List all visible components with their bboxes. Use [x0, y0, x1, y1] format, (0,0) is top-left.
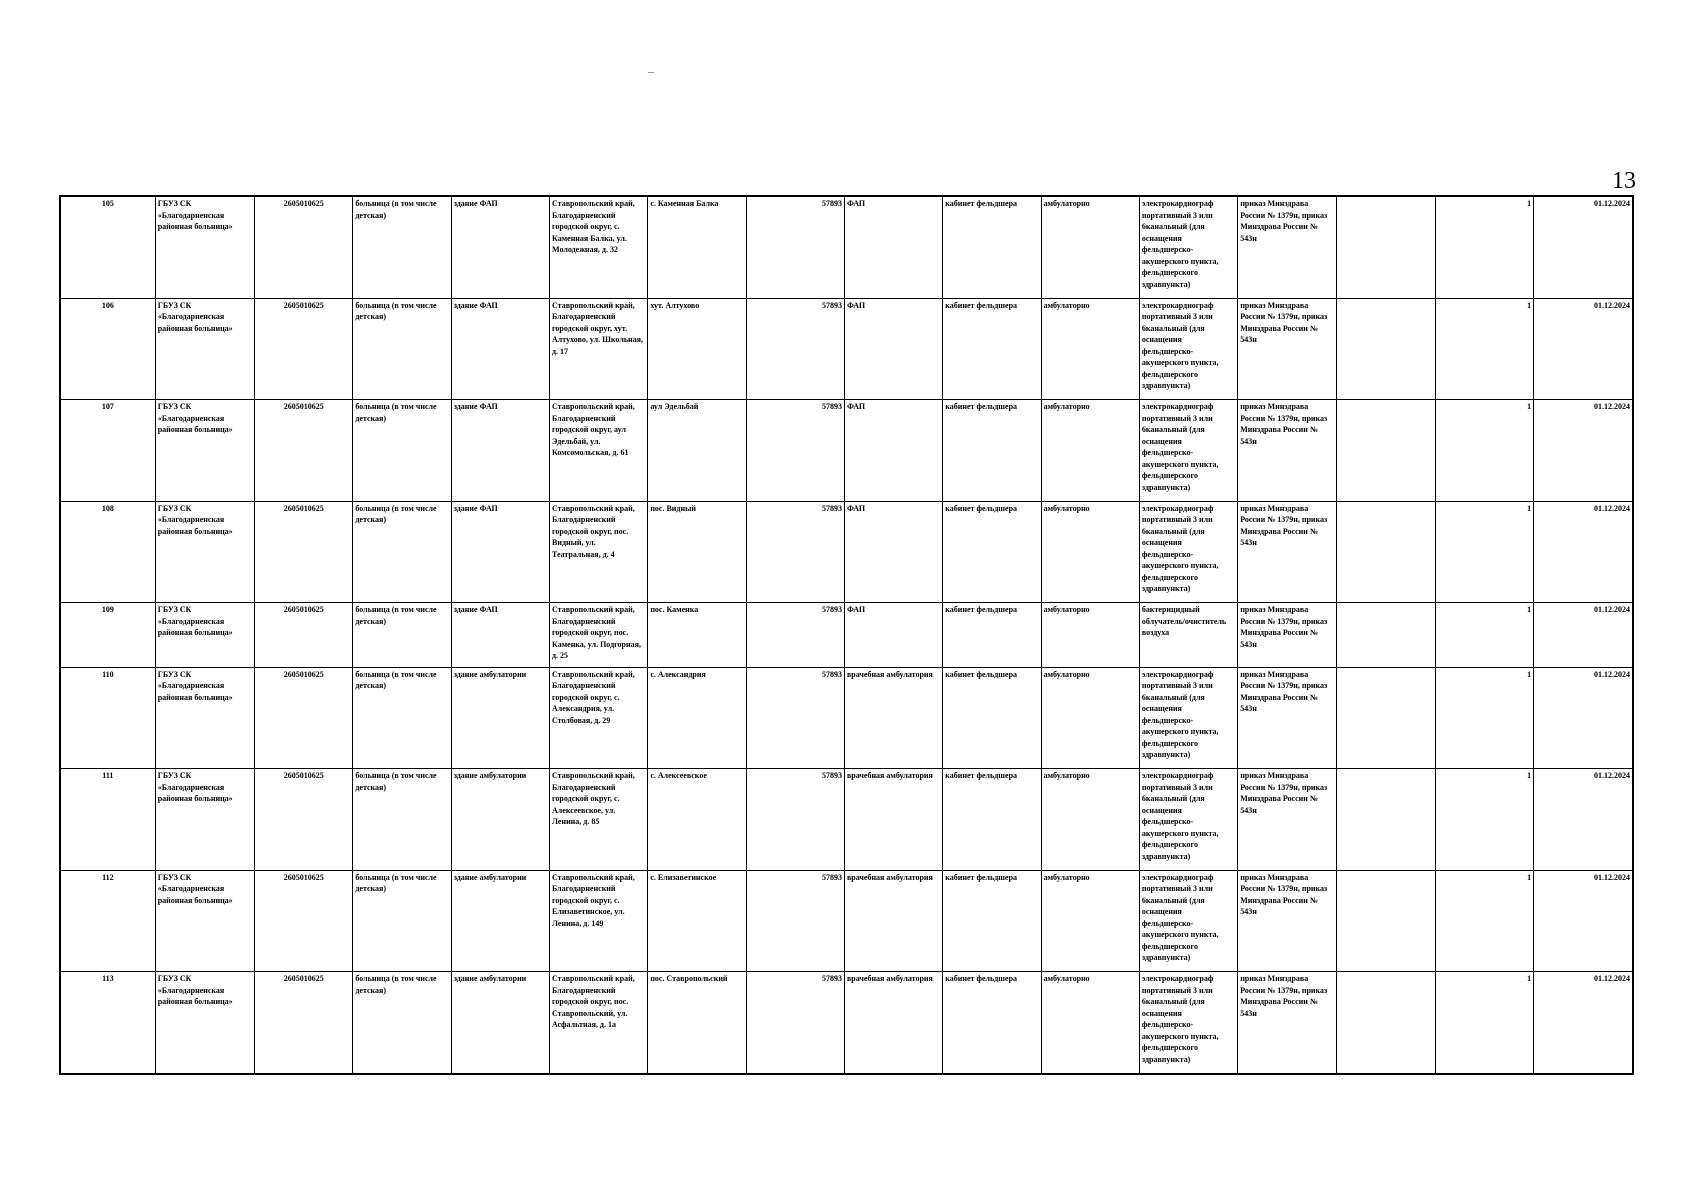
unit-cell: врачебная амбулатория — [844, 870, 942, 972]
settlement-cell: пос. Ставропольский — [648, 972, 746, 1074]
address-cell: Ставропольский край, Благодарненский городской округ, хут. Алтухово, ул. Школьная, д. 17 — [550, 298, 648, 400]
order-cell: приказ Минздрава России № 1379н, приказ Минздрава России № 543н — [1238, 298, 1336, 400]
organization-cell: ГБУЗ СК «Благодарненская районная больница» — [155, 196, 254, 298]
order-cell: приказ Минздрава России № 1379н, приказ Минздрава России № 543н — [1238, 769, 1336, 871]
address-cell: Ставропольский край, Благодарненский городской округ, пос. Видный, ул. Театральная, д. 4 — [550, 501, 648, 603]
organization-cell: ГБУЗ СК «Благодарненская районная больница» — [155, 769, 254, 871]
room-cell: кабинет фельдшера — [943, 870, 1041, 972]
oktmo-cell: 57893 — [746, 972, 844, 1074]
inn-cell: 2605010625 — [255, 400, 353, 502]
address-cell: Ставропольский край, Благодарненский городской округ, с. Алексеевское, ул. Ленина, д. 85 — [550, 769, 648, 871]
facility-type-cell: больница (в том числе детская) — [353, 298, 451, 400]
care-mode-cell: амбулаторно — [1041, 972, 1139, 1074]
date-cell: 01.12.2024 — [1534, 196, 1633, 298]
oktmo-cell: 57893 — [746, 769, 844, 871]
settlement-cell: аул Эдельбай — [648, 400, 746, 502]
order-cell: приказ Минздрава России № 1379н, приказ Минздрава России № 543н — [1238, 501, 1336, 603]
row-number: 113 — [60, 972, 155, 1074]
date-cell: 01.12.2024 — [1534, 972, 1633, 1074]
care-mode-cell: амбулаторно — [1041, 501, 1139, 603]
quantity-cell: 1 — [1435, 972, 1533, 1074]
order-cell: приказ Минздрава России № 1379н, приказ Минздрава России № 543н — [1238, 603, 1336, 668]
order-cell: приказ Минздрава России № 1379н, приказ Минздрава России № 543н — [1238, 196, 1336, 298]
table-row — [60, 196, 1633, 298]
equipment-table — [59, 195, 1634, 1075]
facility-type-cell: больница (в том числе детская) — [353, 972, 451, 1074]
address-cell: Ставропольский край, Благодарненский городской округ, пос. Ставропольский, ул. Асфальтная, д. 1а — [550, 972, 648, 1074]
building-cell: здание ФАП — [451, 400, 549, 502]
row-number: 112 — [60, 870, 155, 972]
order-cell: приказ Минздрава России № 1379н, приказ Минздрава России № 543н — [1238, 400, 1336, 502]
table-row — [60, 501, 1633, 603]
room-cell: кабинет фельдшера — [943, 769, 1041, 871]
blank-cell — [1336, 667, 1435, 769]
organization-cell: ГБУЗ СК «Благодарненская районная больница» — [155, 603, 254, 668]
page-number: 13 — [1612, 168, 1636, 194]
care-mode-cell: амбулаторно — [1041, 298, 1139, 400]
equipment-cell: электрокардиограф портативный 3 или 6канальный (для оснащения фельдшерско-акушерского пункта, фельдшерского здравпункта) — [1139, 769, 1237, 871]
table-row — [60, 667, 1633, 769]
facility-type-cell: больница (в том числе детская) — [353, 400, 451, 502]
oktmo-cell: 57893 — [746, 298, 844, 400]
quantity-cell: 1 — [1435, 196, 1533, 298]
settlement-cell: с. Елизаветинское — [648, 870, 746, 972]
inn-cell: 2605010625 — [255, 196, 353, 298]
address-cell: Ставропольский край, Благодарненский городской округ, с. Каменная Балка, ул. Молодежная, д. 32 — [550, 196, 648, 298]
facility-type-cell: больница (в том числе детская) — [353, 603, 451, 668]
row-number: 110 — [60, 667, 155, 769]
unit-cell: врачебная амбулатория — [844, 667, 942, 769]
organization-cell: ГБУЗ СК «Благодарненская районная больница» — [155, 870, 254, 972]
unit-cell: врачебная амбулатория — [844, 972, 942, 1074]
table-row — [60, 769, 1633, 871]
building-cell: здание амбулатории — [451, 972, 549, 1074]
settlement-cell: пос. Каменка — [648, 603, 746, 668]
row-number: 107 — [60, 400, 155, 502]
facility-type-cell: больница (в том числе детская) — [353, 769, 451, 871]
room-cell: кабинет фельдшера — [943, 667, 1041, 769]
blank-cell — [1336, 298, 1435, 400]
row-number: 111 — [60, 769, 155, 871]
oktmo-cell: 57893 — [746, 603, 844, 668]
inn-cell: 2605010625 — [255, 972, 353, 1074]
inn-cell: 2605010625 — [255, 603, 353, 668]
equipment-cell: электрокардиограф портативный 3 или 6канальный (для оснащения фельдшерско-акушерского пункта, фельдшерского здравпункта) — [1139, 667, 1237, 769]
table-row — [60, 400, 1633, 502]
date-cell: 01.12.2024 — [1534, 667, 1633, 769]
quantity-cell: 1 — [1435, 400, 1533, 502]
room-cell: кабинет фельдшера — [943, 400, 1041, 502]
building-cell: здание амбулатории — [451, 870, 549, 972]
facility-type-cell: больница (в том числе детская) — [353, 870, 451, 972]
settlement-cell: хут. Алтухово — [648, 298, 746, 400]
organization-cell: ГБУЗ СК «Благодарненская районная больница» — [155, 298, 254, 400]
unit-cell: врачебная амбулатория — [844, 769, 942, 871]
quantity-cell: 1 — [1435, 870, 1533, 972]
blank-cell — [1336, 603, 1435, 668]
blank-cell — [1336, 196, 1435, 298]
blank-cell — [1336, 501, 1435, 603]
quantity-cell: 1 — [1435, 603, 1533, 668]
care-mode-cell: амбулаторно — [1041, 870, 1139, 972]
care-mode-cell: амбулаторно — [1041, 667, 1139, 769]
date-cell: 01.12.2024 — [1534, 501, 1633, 603]
room-cell: кабинет фельдшера — [943, 298, 1041, 400]
organization-cell: ГБУЗ СК «Благодарненская районная больница» — [155, 972, 254, 1074]
blank-cell — [1336, 972, 1435, 1074]
oktmo-cell: 57893 — [746, 667, 844, 769]
room-cell: кабинет фельдшера — [943, 196, 1041, 298]
organization-cell: ГБУЗ СК «Благодарненская районная больница» — [155, 501, 254, 603]
date-cell: 01.12.2024 — [1534, 603, 1633, 668]
building-cell: здание амбулатории — [451, 769, 549, 871]
oktmo-cell: 57893 — [746, 870, 844, 972]
oktmo-cell: 57893 — [746, 196, 844, 298]
quantity-cell: 1 — [1435, 667, 1533, 769]
row-number: 106 — [60, 298, 155, 400]
facility-type-cell: больница (в том числе детская) — [353, 667, 451, 769]
inn-cell: 2605010625 — [255, 870, 353, 972]
settlement-cell: пос. Видный — [648, 501, 746, 603]
equipment-cell: электрокардиограф портативный 3 или 6канальный (для оснащения фельдшерско-акушерского пункта, фельдшерского здравпункта) — [1139, 400, 1237, 502]
facility-type-cell: больница (в том числе детская) — [353, 501, 451, 603]
care-mode-cell: амбулаторно — [1041, 400, 1139, 502]
oktmo-cell: 57893 — [746, 400, 844, 502]
row-number: 105 — [60, 196, 155, 298]
equipment-cell: электрокардиограф портативный 3 или 6канальный (для оснащения фельдшерско-акушерского пункта, фельдшерского здравпункта) — [1139, 298, 1237, 400]
unit-cell: ФАП — [844, 196, 942, 298]
scan-speck — [648, 72, 654, 73]
address-cell: Ставропольский край, Благодарненский городской округ, аул Эдельбай, ул. Комсомольская, д. 61 — [550, 400, 648, 502]
address-cell: Ставропольский край, Благодарненский городской округ, с. Елизаветинское, ул. Ленина, д. 149 — [550, 870, 648, 972]
inn-cell: 2605010625 — [255, 501, 353, 603]
equipment-cell: электрокардиограф портативный 3 или 6канальный (для оснащения фельдшерско-акушерского пункта, фельдшерского здравпункта) — [1139, 972, 1237, 1074]
inn-cell: 2605010625 — [255, 667, 353, 769]
quantity-cell: 1 — [1435, 501, 1533, 603]
room-cell: кабинет фельдшера — [943, 501, 1041, 603]
order-cell: приказ Минздрава России № 1379н, приказ Минздрава России № 543н — [1238, 972, 1336, 1074]
quantity-cell: 1 — [1435, 769, 1533, 871]
order-cell: приказ Минздрава России № 1379н, приказ Минздрава России № 543н — [1238, 870, 1336, 972]
equipment-cell: бактерицидный облучатель/очиститель воздуха — [1139, 603, 1237, 668]
unit-cell: ФАП — [844, 400, 942, 502]
order-cell: приказ Минздрава России № 1379н, приказ Минздрава России № 543н — [1238, 667, 1336, 769]
address-cell: Ставропольский край, Благодарненский городской округ, с. Александрия, ул. Столбовая, д. 29 — [550, 667, 648, 769]
settlement-cell: с. Александрия — [648, 667, 746, 769]
table-row — [60, 298, 1633, 400]
care-mode-cell: амбулаторно — [1041, 603, 1139, 668]
inn-cell: 2605010625 — [255, 769, 353, 871]
blank-cell — [1336, 769, 1435, 871]
date-cell: 01.12.2024 — [1534, 769, 1633, 871]
quantity-cell: 1 — [1435, 298, 1533, 400]
organization-cell: ГБУЗ СК «Благодарненская районная больница» — [155, 667, 254, 769]
settlement-cell: с. Каменная Балка — [648, 196, 746, 298]
care-mode-cell: амбулаторно — [1041, 769, 1139, 871]
room-cell: кабинет фельдшера — [943, 972, 1041, 1074]
settlement-cell: с. Алексеевское — [648, 769, 746, 871]
row-number: 109 — [60, 603, 155, 668]
room-cell: кабинет фельдшера — [943, 603, 1041, 668]
unit-cell: ФАП — [844, 603, 942, 668]
building-cell: здание амбулатории — [451, 667, 549, 769]
blank-cell — [1336, 870, 1435, 972]
oktmo-cell: 57893 — [746, 501, 844, 603]
organization-cell: ГБУЗ СК «Благодарненская районная больница» — [155, 400, 254, 502]
equipment-cell: электрокардиограф портативный 3 или 6канальный (для оснащения фельдшерско-акушерского пункта, фельдшерского здравпункта) — [1139, 501, 1237, 603]
care-mode-cell: амбулаторно — [1041, 196, 1139, 298]
unit-cell: ФАП — [844, 501, 942, 603]
equipment-cell: электрокардиограф портативный 3 или 6канальный (для оснащения фельдшерско-акушерского пункта, фельдшерского здравпункта) — [1139, 870, 1237, 972]
building-cell: здание ФАП — [451, 298, 549, 400]
blank-cell — [1336, 400, 1435, 502]
table-row — [60, 870, 1633, 972]
table-row — [60, 972, 1633, 1074]
inn-cell: 2605010625 — [255, 298, 353, 400]
date-cell: 01.12.2024 — [1534, 870, 1633, 972]
row-number: 108 — [60, 501, 155, 603]
date-cell: 01.12.2024 — [1534, 298, 1633, 400]
table-row — [60, 603, 1633, 668]
unit-cell: ФАП — [844, 298, 942, 400]
table-body — [60, 196, 1633, 1074]
building-cell: здание ФАП — [451, 603, 549, 668]
facility-type-cell: больница (в том числе детская) — [353, 196, 451, 298]
date-cell: 01.12.2024 — [1534, 400, 1633, 502]
address-cell: Ставропольский край, Благодарненский городской округ, пос. Каменка, ул. Подгорная, д. 25 — [550, 603, 648, 668]
building-cell: здание ФАП — [451, 501, 549, 603]
equipment-cell: электрокардиограф портативный 3 или 6канальный (для оснащения фельдшерско-акушерского пункта, фельдшерского здравпункта) — [1139, 196, 1237, 298]
building-cell: здание ФАП — [451, 196, 549, 298]
